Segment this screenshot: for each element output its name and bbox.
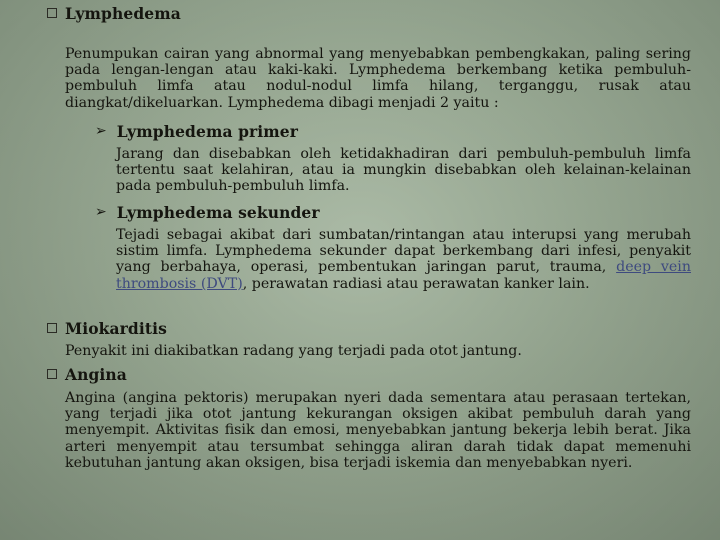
heading-angina: Angina	[65, 364, 127, 384]
heading-miokarditis: Miokarditis	[65, 318, 167, 338]
square-bullet-icon	[47, 323, 57, 333]
arrow-bullet-icon: ➢	[95, 204, 107, 220]
square-bullet-icon	[47, 8, 57, 18]
paragraph-miokarditis: Penyakit ini diakibatkan radang yang terjadi pada otot jantung.	[65, 343, 522, 359]
sekunder-text-after: , perawatan radiasi atau perawatan kanker lain.	[242, 275, 590, 292]
square-bullet-icon	[47, 369, 57, 379]
paragraph-lymphedema: Penumpukan cairan yang abnormal yang menyebabkan pembengkakan, paling sering pada lengan-lengan atau kaki-kaki. Lymphedema berkembang ketika pembuluh-pembuluh limfa atau nodul-nodul limfa hilang, terganggu, rusak atau diangkat/dikeluarkan. Lymphedema dibagi menjadi 2 yaitu :	[65, 46, 691, 111]
heading-lymphedema-sekunder: Lymphedema sekunder	[116, 202, 320, 222]
sekunder-text-before: Tejadi sebagai akibat dari sumbatan/rintangan atau interupsi yang merubah sistim limfa. Lymphedema sekunder dapat berkembang dari infesi, penyakit yang berbahaya, operasi, pembentukan jaringan parut, trauma,	[116, 227, 691, 276]
arrow-bullet-icon: ➢	[95, 123, 107, 139]
heading-lymphedema-primer: Lymphedema primer	[116, 121, 299, 141]
paragraph-lymphedema-primer: Jarang dan disebabkan oleh ketidakhadiran dari pembuluh-pembuluh limfa tertentu saat kelahiran, atau ia mungkin disebabkan oleh kelainan-kelainan pada pembuluh-pembuluh limfa.	[116, 146, 691, 195]
heading-lymphedema: Lymphedema	[65, 3, 181, 23]
bullet-miokarditis	[47, 317, 167, 339]
dvt-link[interactable]: deep vein thrombosis (DVT)	[116, 259, 691, 292]
paragraph-angina: Angina (angina pektoris) merupakan nyeri dada sementara atau perasaan tertekan, yang terjadi jika otot jantung kekurangan oksigen akibat pembuluh darah yang menyempit. Aktivitas fisik dan emosi, menyebabkan jantung bekerja lebih berat. Jika arteri menyempit atau tersumbat sehingga aliran darah tidak dapat memenuhi kebutuhan jantung akan oksigen, bisa terjadi iskemia dan menyebabkan nyeri.	[65, 390, 691, 471]
sub-bullet-sekunder	[95, 201, 320, 223]
bullet-angina	[47, 363, 127, 385]
paragraph-lymphedema-sekunder	[116, 227, 691, 292]
sub-bullet-primer	[95, 120, 298, 142]
bullet-lymphedema	[47, 2, 181, 24]
